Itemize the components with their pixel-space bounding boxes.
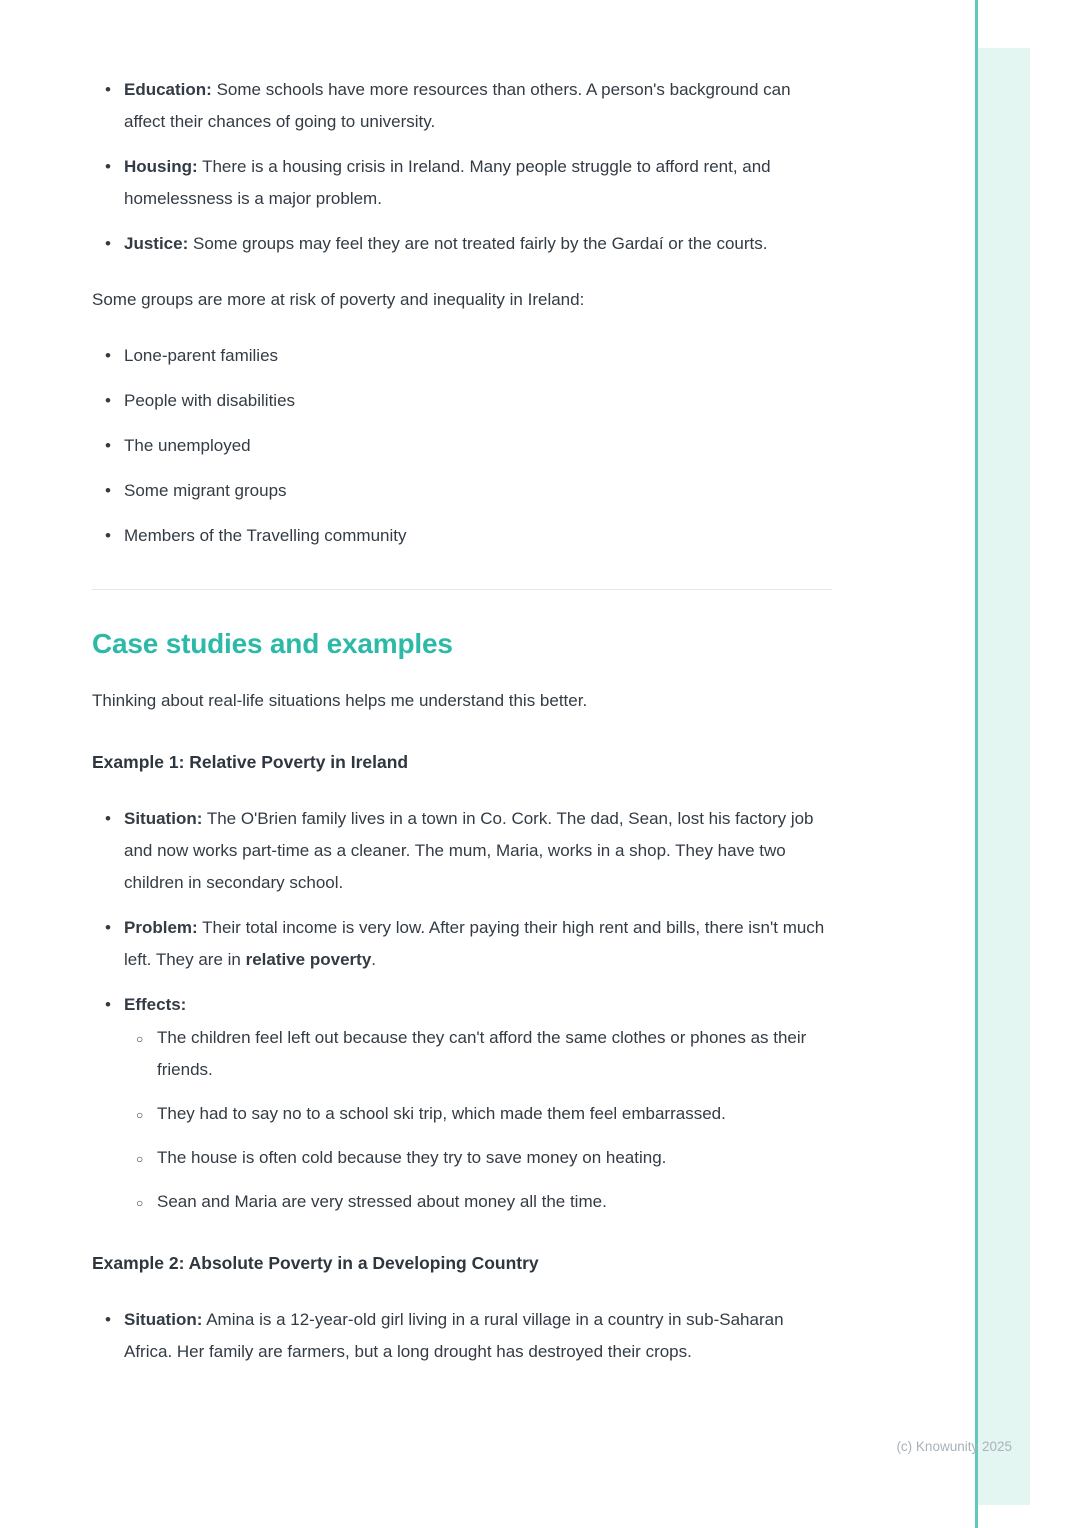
list-item-housing — [124, 151, 832, 215]
bullet-text: They had to say no to a school ski trip, which made them feel embarrassed. — [157, 1104, 726, 1123]
bullet-text: The unemployed — [124, 436, 251, 455]
bullet-label: Education: — [124, 80, 212, 99]
bullet-text: There is a housing crisis in Ireland. Many people struggle to afford rent, and homelessness is a major problem. — [124, 157, 771, 208]
sub-list-item — [157, 1142, 832, 1174]
at-risk-intro-paragraph: Some groups are more at risk of poverty and inequality in Ireland: — [92, 290, 585, 309]
bullet-label: Housing: — [124, 157, 198, 176]
section-intro-paragraph: Thinking about real-life situations helps me understand this better. — [92, 691, 588, 710]
bullet-text-bold: relative poverty — [245, 950, 372, 969]
bullet-text: The children feel left out because they can't afford the same clothes or phones as their friends. — [157, 1028, 807, 1079]
section-divider — [92, 589, 832, 590]
bullet-text: Members of the Travelling community — [124, 526, 407, 545]
bullet-label: Situation: — [124, 809, 203, 828]
list-item-effects — [124, 989, 832, 1218]
list-item — [124, 475, 832, 507]
list-item — [124, 430, 832, 462]
inequality-areas-list — [92, 74, 832, 260]
bullet-text: Sean and Maria are very stressed about money all the time. — [157, 1192, 607, 1211]
example-2-list — [92, 1304, 832, 1368]
list-item-situation — [124, 1304, 832, 1368]
document-content — [92, 50, 832, 1392]
sub-list-item — [157, 1098, 832, 1130]
bullet-text: Some groups may feel they are not treated fairly by the Gardaí or the courts. — [192, 234, 768, 253]
list-item — [124, 340, 832, 372]
bullet-text: . — [371, 950, 377, 969]
list-item — [124, 520, 832, 552]
bullet-label: Situation: — [124, 1310, 203, 1329]
copyright-notice: (c) Knowunity 2025 — [896, 1439, 1012, 1454]
effects-sub-list — [124, 1022, 832, 1218]
list-item-situation — [124, 803, 832, 899]
sub-list-item — [157, 1022, 832, 1086]
at-risk-groups-list — [92, 340, 832, 552]
example-1-list — [92, 803, 832, 1218]
bullet-text: The house is often cold because they try to save money on heating. — [157, 1148, 667, 1167]
bullet-text: Amina is a 12-year-old girl living in a rural village in a country in sub-Saharan Africa. Her family are farmers, but a long drought has destroyed their crops. — [124, 1310, 784, 1361]
bullet-text: Their total income is very low. After paying their high rent and bills, there isn't much left. They are in — [124, 918, 825, 969]
bullet-text: Some migrant groups — [124, 481, 287, 500]
list-item-justice — [124, 228, 832, 260]
list-item — [124, 385, 832, 417]
example-1-heading: Example 1: Relative Poverty in Ireland — [92, 752, 409, 772]
example-2-heading: Example 2: Absolute Poverty in a Developing Country — [92, 1253, 539, 1273]
bullet-text: The O'Brien family lives in a town in Co. Cork. The dad, Sean, lost his factory job and now works part-time as a cleaner. The mum, Maria, works in a shop. They have two children in secondary school. — [124, 809, 814, 892]
next-page-preview-strip — [978, 48, 1030, 1505]
list-item-problem — [124, 912, 832, 976]
bullet-text: Some schools have more resources than others. A person's background can affect their chances of going to university. — [124, 80, 791, 131]
bullet-label: Justice: — [124, 234, 189, 253]
list-item-education — [124, 74, 832, 138]
bullet-label: Effects: — [124, 995, 187, 1014]
section-heading: Case studies and examples — [92, 628, 453, 659]
bullet-text: People with disabilities — [124, 391, 296, 410]
bullet-text: Lone-parent families — [124, 346, 279, 365]
bullet-label: Problem: — [124, 918, 198, 937]
sub-list-item — [157, 1186, 832, 1218]
